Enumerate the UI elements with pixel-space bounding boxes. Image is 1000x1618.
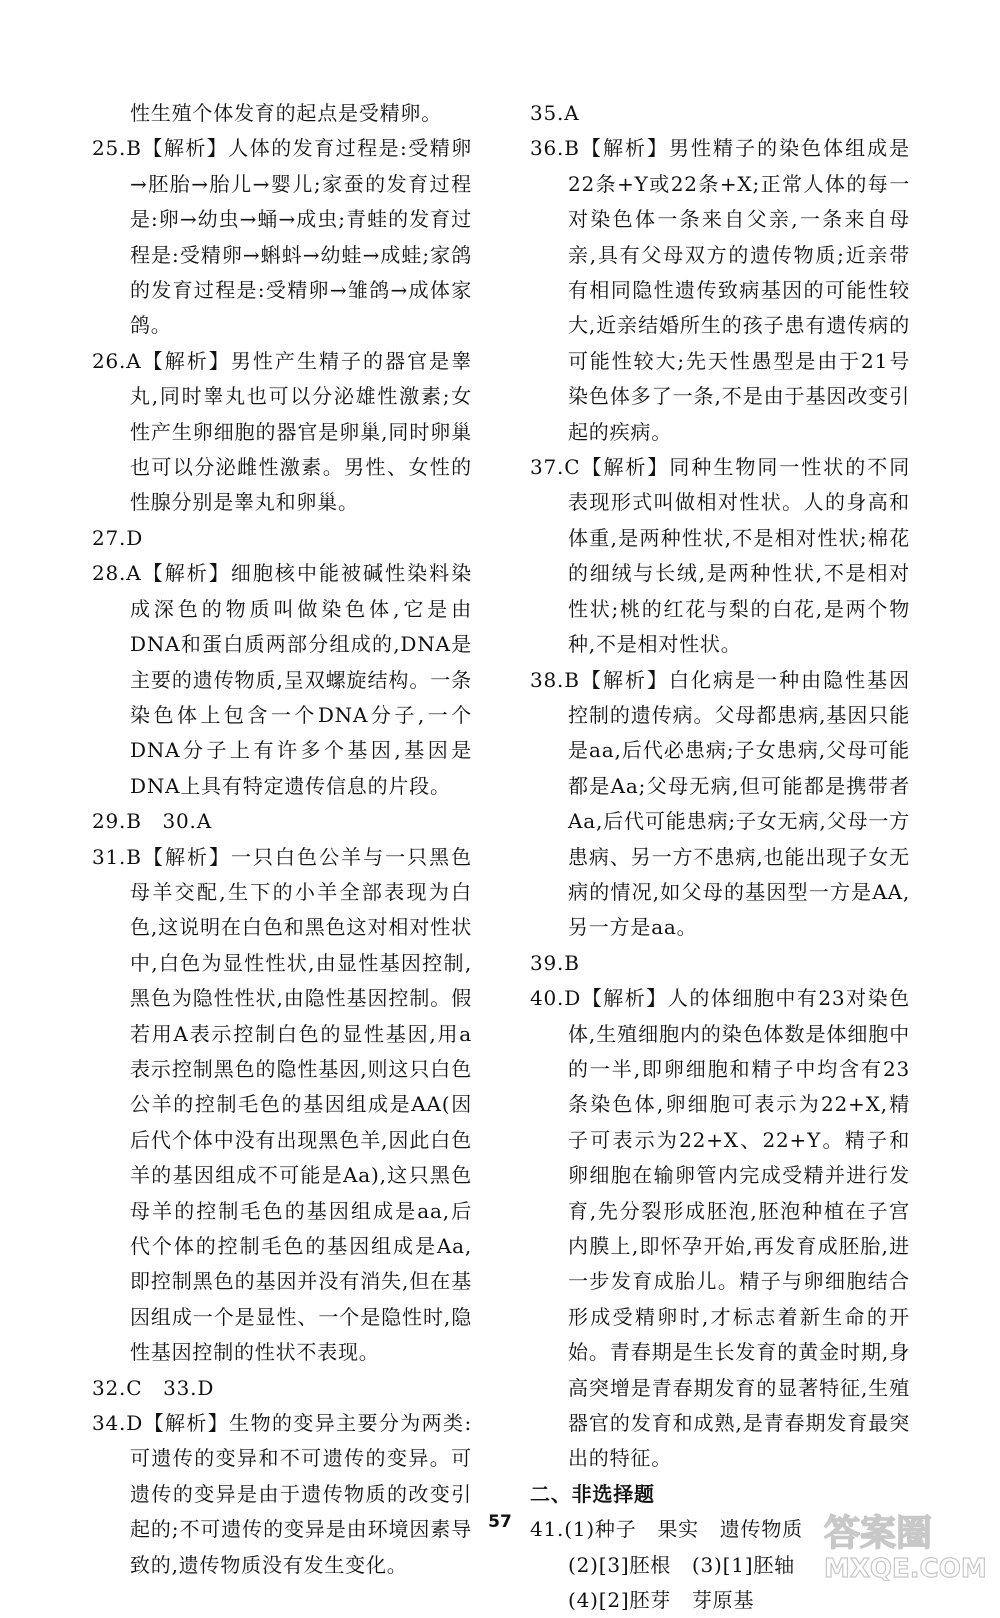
answer-item: 27.D: [92, 525, 144, 550]
answer-item: 38.B【解析】白化病是一种由隐性基因控制的遗传病。父母都患病,基因只能是aa,后代必患病;子女患病,父母可能都是Aa;父母无病,但可能都是携带者Aa,后代可能患病;子女无病,父母一方患病、另一方不患病,也能出现子女无病的情况,如父母的基因型一方是AA,另一方是aa。: [530, 667, 910, 940]
watermark-url: MXQE.COM: [824, 1554, 987, 1581]
answer-item: 37.C【解析】同种生物同一性状的不同表现形式叫做相对性状。人的身高和体重,是两种性状,不是相对性状;棉花的细绒与长绒,是两种性状,不是相对性状;桃的红花与梨的白花,是两个物种,不是相对性状。: [530, 455, 910, 657]
watermark-graphic: [818, 1505, 988, 1581]
answer-item: 36.B【解析】男性精子的染色体组成是22条+Y或22条+X;正常人体的每一对染色体一条来自父亲,一条来自母亲,具有父母双方的遗传物质;近亲带有相同隐性遗传致病基因的可能性较大,近亲结婚所生的孩子患有遗传病的可能性较大;先天性愚型是由于21号染色体多了一条,不是由于基因改变引起的疾病。: [530, 136, 910, 444]
answer-item: 35.A: [530, 101, 580, 125]
answer-item: 34.D【解析】生物的变异主要分为两类:可遗传的变异和不可遗传的变异。可遗传的变异是由于遗传物质的改变引起的;不可遗传的变异是由环境因素导致的,遗传物质没有发生变化。: [92, 1411, 472, 1577]
q41-line: (2)[3]胚根 (3)[1]胚轴: [568, 1552, 795, 1577]
section-heading: 二、非选择题: [530, 1481, 655, 1506]
watermark-title: 答案圈: [824, 1513, 933, 1554]
answer-item: 32.C 33.D: [92, 1375, 215, 1400]
answer-item: 39.B: [530, 950, 580, 975]
answer-item: 29.B 30.A: [92, 809, 212, 834]
answer-item: 25.B【解析】人体的发育过程是:受精卵→胚胎→胎儿→婴儿;家蚕的发育过程是:卵→幼虫→蛹→成虫;青蛙的发育过程是:受精卵→蝌蚪→幼蛙→成蛙;家鸽的发育过程是:受精卵→雏鸽→成体家鸽。: [92, 136, 472, 338]
answer-item: 28.A【解析】细胞核中能被碱性染料染成深色的物质叫做染色体,它是由DNA和蛋白质两部分组成的,DNA是主要的遗传物质,呈双螺旋结构。一条染色体上包含一个DNA分子,一个DNA分子上有许多个基因,基因是DNA上具有特定遗传信息的片段。: [92, 561, 472, 798]
watermark-logo: [818, 1505, 988, 1581]
page-number: 57: [488, 1512, 512, 1532]
q41-line: 41.(1)种子 果实 遗传物质: [530, 1517, 803, 1542]
answer-item: 40.D【解析】人的体细胞中有23对染色体,生殖细胞内的染色体数是体细胞中的一半,即卵细胞和精子中均含有23条染色体,卵细胞可表示为22+X,精子可表示为22+X、22+Y。精子和卵细胞在输卵管内完成受精并进行发育,先分裂形成胚泡,胚泡种植在子宫内膜上,即怀孕开始,再发育成胚胎,进一步发育成胎儿。精子与卵细胞结合形成受精卵时,才标志着新生命的开始。青春期是生长发育的黄金时期,身高突增是青春期发育的显著特征,生殖器官的发育和成熟,是青春期发育最突出的特征。: [530, 986, 910, 1471]
answer-item: 性生殖个体发育的起点是受精卵。: [130, 101, 442, 125]
q41-line: (4)[2]胚芽 芽原基: [568, 1588, 755, 1613]
answer-item: 31.B【解析】一只白色公羊与一只黑色母羊交配,生下的小羊全部表现为白色,这说明在白色和黑色这对相对性状中,白色为显性性状,由显性基因控制,黑色为隐性性状,由隐性基因控制。假若用A表示控制白色的显性基因,用a表示控制黑色的隐性基因,则这只白色公羊的控制毛色的基因组成是AA(因后代个体中没有出现黑色羊,因此白色羊的基因组成不可能是Aa),这只黑色母羊的控制毛色的基因组成是aa,后代个体的控制毛色的基因组成是Aa,即控制黑色的基因并没有消失,但在基因组成一个是显性、一个是隐性时,隐性基因控制的性状不表现。: [92, 844, 472, 1365]
left-column: [92, 96, 472, 1583]
right-column: [530, 96, 910, 1618]
answer-item: 26.A【解析】男性产生精子的器官是睾丸,同时睾丸也可以分泌雄性激素;女性产生卵细胞的器官是卵巢,同时卵巢也可以分泌雌性激素。男性、女性的性腺分别是睾丸和卵巢。: [92, 348, 472, 515]
